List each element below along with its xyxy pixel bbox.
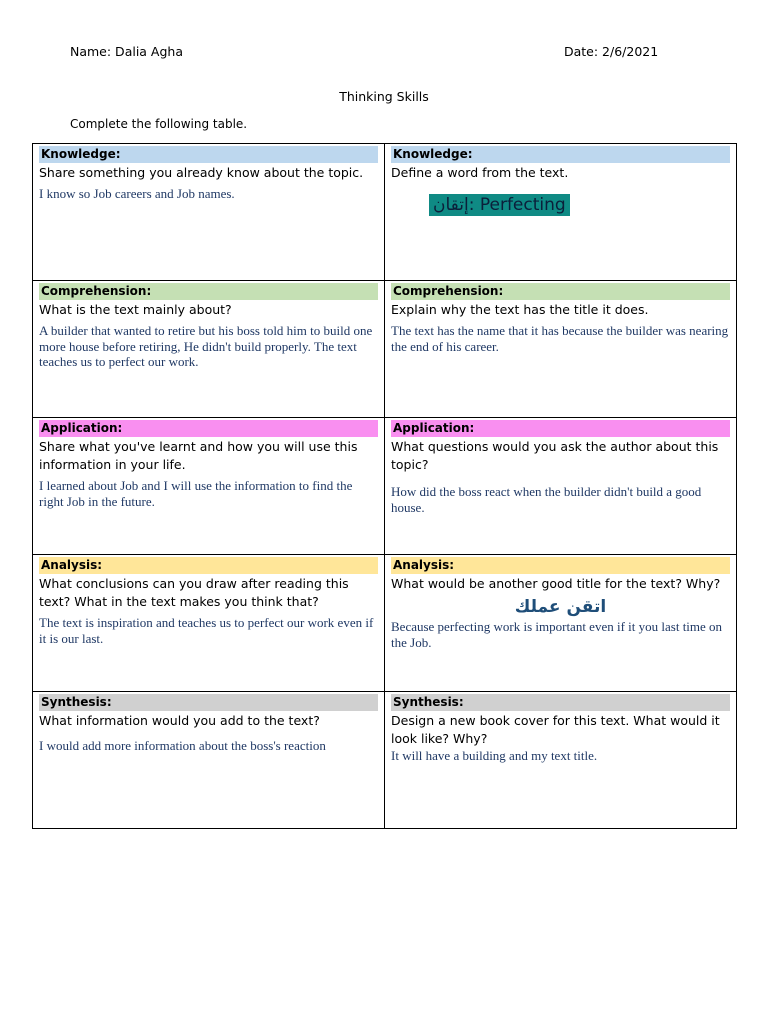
cell-analysis-left [33, 555, 385, 692]
table-row-knowledge [33, 144, 737, 281]
answer-text[interactable]: A builder that wanted to retire but his boss told him to build one more house before retiring, He didn't build properly. The text teaches us to perfect our work. [39, 323, 373, 369]
cell-knowledge-right [385, 144, 737, 281]
answer-text[interactable]: It will have a building and my text title. [391, 748, 598, 763]
question-text: What is the text mainly about? [39, 302, 232, 317]
question-text: Share something you already know about the topic. [39, 165, 364, 180]
cell-application-right [385, 418, 737, 555]
section-label: Knowledge: [391, 146, 730, 163]
cell-analysis-right [385, 555, 737, 692]
question-text: Design a new book cover for this text. What would it look like? Why? [391, 713, 720, 746]
table-row-analysis [33, 555, 737, 692]
section-label: Analysis: [39, 557, 378, 574]
question-text: Define a word from the text. [391, 165, 569, 180]
answer-text[interactable]: Because perfecting work is important even if it you last time on the Job. [391, 619, 723, 650]
section-label: Comprehension: [39, 283, 378, 300]
section-label: Knowledge: [39, 146, 378, 163]
section-label: Synthesis: [391, 694, 730, 711]
thinking-skills-table [32, 143, 737, 829]
page-title: Thinking Skills [339, 89, 429, 104]
arabic-title-text[interactable]: اتقن عملك [514, 597, 607, 617]
table-row-comprehension [33, 281, 737, 418]
cell-synthesis-left [33, 692, 385, 829]
defined-word-highlight[interactable]: إتقان: Perfecting [429, 194, 570, 216]
answer-text[interactable]: I learned about Job and I will use the information to find the right Job in the future. [39, 478, 353, 509]
answer-text[interactable]: The text has the name that it has because the builder was nearing the end of his career. [391, 323, 729, 354]
question-text: Explain why the text has the title it does. [391, 302, 649, 317]
section-label: Analysis: [391, 557, 730, 574]
cell-comprehension-right [385, 281, 737, 418]
table-row-synthesis [33, 692, 737, 829]
table-row-application [33, 418, 737, 555]
question-text: What questions would you ask the author about this topic? [391, 439, 719, 472]
instructions: Complete the following table. [70, 117, 248, 131]
section-label: Comprehension: [391, 283, 730, 300]
question-text: What conclusions can you draw after reading this text? What in the text makes you think that? [39, 576, 349, 609]
answer-text[interactable]: How did the boss react when the builder didn't build a good house. [391, 484, 702, 515]
student-name: Name: Dalia Agha [70, 44, 183, 59]
cell-application-left [33, 418, 385, 555]
cell-knowledge-left [33, 144, 385, 281]
section-label: Synthesis: [39, 694, 378, 711]
section-label: Application: [391, 420, 730, 437]
cell-comprehension-left [33, 281, 385, 418]
answer-text[interactable]: The text is inspiration and teaches us to perfect our work even if it is our last. [39, 615, 374, 646]
question-text: What would be another good title for the text? Why? [391, 576, 721, 591]
worksheet-date: Date: 2/6/2021 [564, 44, 659, 59]
section-label: Application: [39, 420, 378, 437]
answer-text[interactable]: I know so Job careers and Job names. [39, 186, 235, 201]
question-text: What information would you add to the text? [39, 713, 320, 728]
answer-text[interactable]: I would add more information about the boss's reaction [39, 738, 326, 753]
cell-synthesis-right [385, 692, 737, 829]
question-text: Share what you've learnt and how you will use this information in your life. [39, 439, 358, 472]
